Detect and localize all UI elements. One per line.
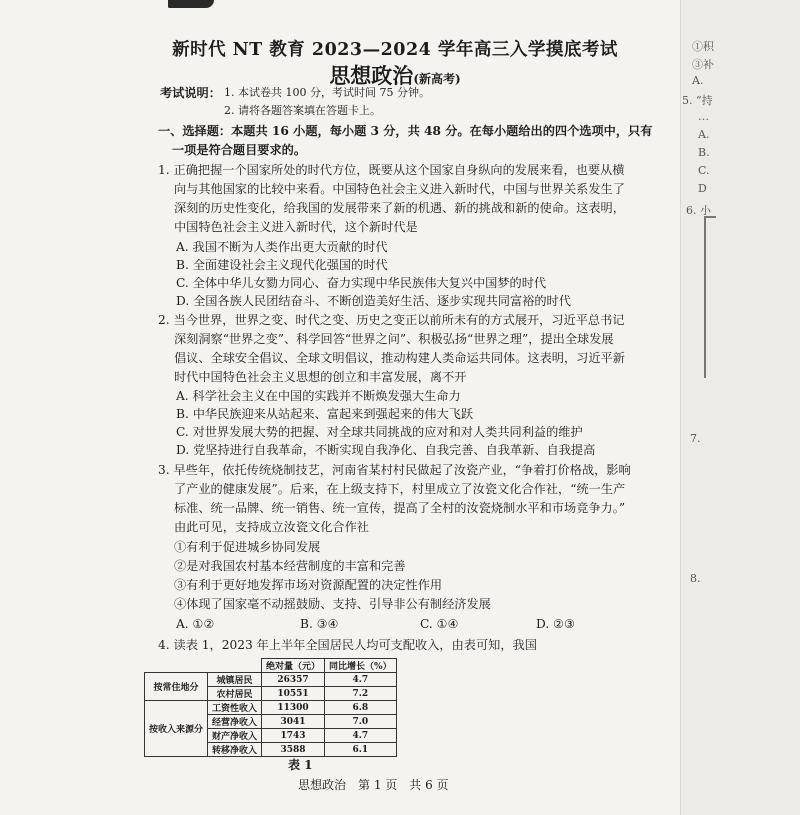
row-growth: 7.2 [325, 687, 397, 701]
subject-note: (新高考) [413, 72, 461, 86]
q3-choice-d: D. ②③ [536, 617, 575, 631]
q4-stem: 4. 读表 1，2023 年上半年全国居民人均可支配收入，由表可知，我国 [158, 638, 537, 652]
instructions-label: 考试说明： [160, 86, 221, 100]
adjacent-fragment: D [698, 182, 707, 195]
table-corner [145, 659, 262, 673]
adjacent-fragment: A. [698, 128, 710, 141]
q2-option-c: C. 对世界发展大势的把握、对全球共同挑战的应对和对人类共同利益的维护 [176, 425, 583, 439]
q2-stem: 2. 当今世界，世界之变、时代之变、历史之变正以前所未有的方式展开，习近平总书记 [158, 313, 625, 327]
col-header-growth: 同比增长（%） [325, 659, 397, 673]
q1-option-c: C. 全体中华儿女勠力同心、奋力实现中华民族伟大复兴中国梦的时代 [176, 276, 547, 290]
income-table [144, 658, 397, 757]
row-group-residence: 按常住地分 [145, 673, 208, 701]
subject-name: 思想政治 [329, 63, 414, 88]
q3-stem: 了产业的健康发展”。后来，在上级支持下，村里成立了汝瓷文化合作社，“统一生产 [174, 482, 626, 496]
q2-option-b: B. 中华民族迎来从站起来、富起来到强起来的伟大飞跃 [176, 407, 474, 421]
adjacent-fragment: A. [692, 74, 704, 87]
q1-option-d: D. 全国各族人民团结奋斗、不断创造美好生活、逐步实现共同富裕的时代 [176, 294, 571, 308]
adjacent-fragment: 6. 小 [686, 204, 711, 217]
q3-choice-a: A. ①② [176, 617, 215, 631]
row-growth: 6.8 [325, 701, 397, 715]
table-caption: 表 1 [288, 758, 313, 772]
q2-option-d: D. 党坚持进行自我革命，不断实现自我净化、自我完善、自我革新、自我提高 [176, 443, 596, 457]
row-label: 经营净收入 [208, 715, 262, 729]
adjacent-fragment: ③补 [692, 58, 714, 71]
q1-stem: 1. 正确把握一个国家所处的时代方位，既要从这个国家自身纵向的发展来看，也要从横 [158, 163, 625, 177]
q2-stem: 深刻洞察“世界之变”、科学回答“世界之问”、积极弘扬“世界之理”，提出全球发展 [174, 332, 614, 346]
section-header: 一、选择题：本题共 16 小题，每小题 3 分，共 48 分。在每小题给出的四个选项中，只有 [158, 124, 653, 138]
row-value: 10551 [262, 687, 325, 701]
row-value: 26357 [262, 673, 325, 687]
instruction-item: 2. 请将各题答案填在答题卡上。 [224, 104, 381, 117]
instruction-item: 1. 本试卷共 100 分，考试时间 75 分钟。 [224, 86, 430, 99]
table-row [145, 673, 397, 687]
row-value: 1743 [262, 729, 325, 743]
q2-stem: 时代中国特色社会主义思想的创立和丰富发展，离不开 [174, 370, 467, 384]
adjacent-fragment: 8. [690, 572, 701, 585]
q2-stem: 倡议、全球安全倡议、全球文明倡议，推动构建人类命运共同体。这表明，习近平新 [174, 351, 625, 365]
adjacent-fragment: 7. [690, 432, 701, 445]
row-label: 工资性收入 [208, 701, 262, 715]
page-footer: 思想政治 第 1 页 共 6 页 [298, 778, 449, 792]
col-header-absolute: 绝对量（元） [262, 659, 325, 673]
q3-item: ②是对我国农村基本经营制度的丰富和完善 [174, 559, 406, 573]
scan-artifact [168, 0, 214, 8]
q3-choice-b: B. ③④ [300, 617, 339, 631]
q1-option-b: B. 全面建设社会主义现代化强国的时代 [176, 258, 388, 272]
row-label: 转移净收入 [208, 743, 262, 757]
adjacent-fragment: 5. “持 [682, 94, 713, 107]
q1-stem: 中国特色社会主义进入新时代，这个新时代是 [174, 220, 418, 234]
adjacent-fragment: B. [698, 146, 710, 159]
q3-choice-c: C. ①④ [420, 617, 459, 631]
q3-item: ③有利于更好地发挥市场对资源配置的决定性作用 [174, 578, 443, 592]
exam-title: 新时代 NT 教育 2023—2024 学年高三入学摸底考试 [172, 40, 618, 60]
row-group-source: 按收入来源分 [145, 701, 208, 757]
section-header-cont: 一项是符合题目要求的。 [172, 143, 307, 157]
row-growth: 6.1 [325, 743, 397, 757]
row-label: 农村居民 [208, 687, 262, 701]
row-growth: 7.0 [325, 715, 397, 729]
row-label: 财产净收入 [208, 729, 262, 743]
adjacent-fragment: … [698, 110, 709, 123]
table-row [145, 701, 397, 715]
row-growth: 4.7 [325, 729, 397, 743]
q2-option-a: A. 科学社会主义在中国的实践并不断焕发强大生命力 [176, 389, 461, 403]
row-value: 3588 [262, 743, 325, 757]
adjacent-fragment: C. [698, 164, 710, 177]
adjacent-fragment: ①积 [692, 40, 714, 53]
row-value: 3041 [262, 715, 325, 729]
q3-item: ①有利于促进城乡协同发展 [174, 540, 321, 554]
q3-stem: 标准、统一品牌、统一销售、统一宣传，提高了全村的汝瓷烧制水平和市场竞争力。” [174, 501, 626, 515]
table-header-row [145, 659, 397, 673]
row-label: 城镇居民 [208, 673, 262, 687]
adjacent-frame [704, 216, 716, 378]
row-value: 11300 [262, 701, 325, 715]
q1-stem: 向与其他国家的比较中来看。中国特色社会主义进入新时代，中国与世界关系发生了 [174, 182, 625, 196]
q1-option-a: A. 我国不断为人类作出更大贡献的时代 [176, 240, 388, 254]
q3-item: ④体现了国家毫不动摇鼓励、支持、引导非公有制经济发展 [174, 597, 491, 611]
row-growth: 4.7 [325, 673, 397, 687]
q3-stem: 3. 早些年，依托传统烧制技艺，河南省某村村民做起了汝瓷产业，“争着打价格战，影响 [158, 463, 631, 477]
q3-stem: 由此可见，支持成立汝瓷文化合作社 [174, 520, 369, 534]
q1-stem: 深刻的历史性变化，给我国的发展带来了新的机遇、新的挑战和新的使命。这表明， [174, 201, 625, 215]
